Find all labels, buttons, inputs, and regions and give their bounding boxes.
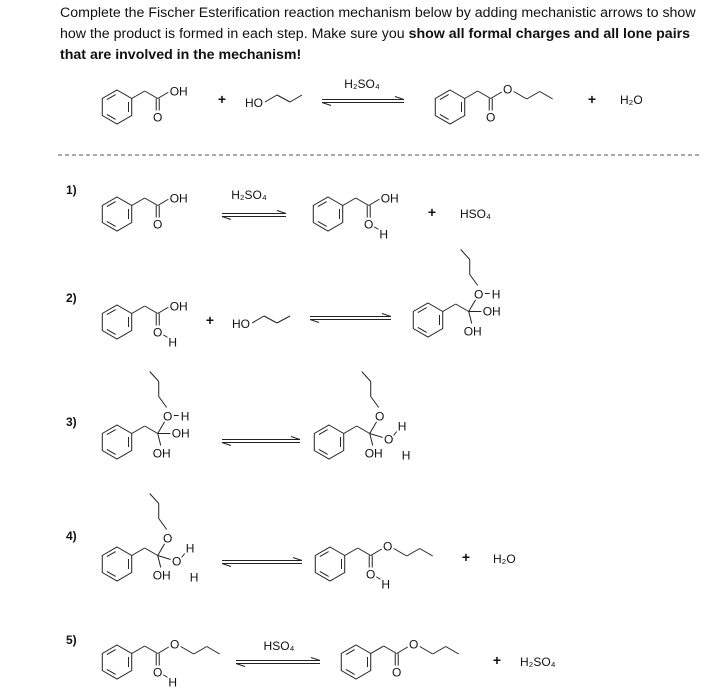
bond [159,519,167,530]
bond [277,95,290,102]
carbonyl-oxygen: O [153,110,163,125]
bond [370,434,383,438]
bond [369,199,380,206]
carbonyl-oxygen: O [364,217,374,232]
bond [356,198,369,206]
bond [469,312,472,324]
bond [132,548,145,556]
hydroxyl-group: OH [380,191,399,206]
benzene-ring [102,197,131,231]
bond [158,556,161,568]
bond [194,647,207,655]
oxonium-hydrogen: H [379,227,389,242]
bond [397,647,408,654]
bond [158,307,169,314]
bond [158,556,171,560]
bond [145,91,158,99]
plus-sign: + [427,204,437,220]
bond [158,434,161,446]
ester-oxygen: O [383,539,393,554]
bond [132,198,145,206]
bond [362,372,371,382]
hydroxyl-group: OH [152,568,171,583]
bond [465,91,478,99]
carbonyl-oxygen: O [153,665,163,680]
step-number: 1) [66,183,77,197]
bond [158,92,169,99]
bond [491,92,502,99]
instructions-bold: show all formal charges and all lone pairs that are involved in the mechanism! [60,26,691,63]
equilibrium-arrow [236,658,320,667]
equilibrium-arrow [222,211,286,220]
bond [420,549,433,557]
bond [252,316,264,323]
ether-oxygen: O [163,531,173,546]
bond [540,92,553,100]
propanol-hydroxyl: HO [245,96,263,110]
oxonium-hydrogen: H [397,419,407,434]
bond [371,646,384,654]
oxonium-hydrogen: H [168,335,178,350]
bond [357,426,370,434]
bond [384,646,397,654]
oh-bond [163,675,168,678]
benzene-ring [102,645,131,679]
step-number: 3) [66,415,77,429]
bond [132,426,145,434]
bond [132,306,145,314]
bond [420,647,433,655]
oxonium-hydrogen: H [168,675,178,690]
reagent-label: H₂SO₄ [231,188,267,202]
bond [290,95,302,102]
bond [150,372,159,382]
ester-oxygen: O [503,82,513,97]
bond [145,306,158,314]
benzene-ring [313,197,342,231]
byproduct-label: H₂O [493,552,516,566]
reagent-label: HSO₄ [263,639,295,653]
hydroxyl-group: OH [482,304,501,319]
bond [371,397,379,408]
bond [158,199,169,206]
equilibrium-arrow [310,314,391,323]
plus-sign: + [587,91,597,107]
benzene-ring [315,547,344,581]
bond [132,646,145,654]
benzene-ring [102,547,131,581]
benzene-ring [102,90,131,124]
hydroxyl-group: OH [152,446,171,461]
benzene-ring [314,425,343,459]
bond [158,647,169,654]
plus-sign: + [217,91,227,107]
oxonium-hydrogen: H [491,287,501,302]
bond [264,316,277,323]
bond [343,198,356,206]
hydroxyl-group: OH [171,426,190,441]
step-number: 2) [66,291,77,305]
step-number: 5) [66,633,77,647]
bond [456,304,469,312]
oxonium-hydrogen: H [185,541,195,556]
bond [207,647,220,655]
bond [145,198,158,206]
catalyst-label: H₂SO₄ [344,77,380,91]
bond [145,548,158,556]
bond [358,548,371,556]
benzene-ring [102,425,131,459]
water-label: H₂O [620,93,643,107]
oh-bond [376,577,381,580]
ether-oxygen: O [163,409,173,424]
oh-bond [163,335,168,338]
bond [265,95,277,102]
benzene-ring [102,305,131,339]
equilibrium-arrow [222,558,302,567]
bond [145,646,158,654]
bond [514,92,527,100]
ester-oxygen: O [409,637,419,652]
bond [150,494,159,504]
bond [478,91,491,99]
plus-sign: + [205,312,215,328]
instructions-plain: Complete the Fischer Esterification reaction mechanism below by adding mechanistic arrows to show how the product is formed in each step. Make sure you [60,5,696,42]
oh-bond [374,227,379,230]
bond [394,549,407,557]
byproduct-label: HSO₄ [460,207,491,221]
bond [371,549,382,556]
ester-oxygen: O [170,637,180,652]
carbonyl-oxygen: O [486,110,496,125]
bond [470,275,478,286]
ether-oxygen: O [375,409,385,424]
hydroxyl-group: OH [463,324,482,339]
bond [370,434,373,446]
bond [461,250,470,260]
carbonyl-oxygen: O [153,325,163,340]
bond [527,92,540,100]
oxonium-hydrogen: H [180,409,190,424]
bond [345,548,358,556]
bond [181,647,194,655]
bond [344,426,357,434]
oxonium-oxygen: O [384,432,394,447]
benzene-ring [413,303,442,337]
plus-sign: + [461,549,471,565]
hydroxyl-group: OH [169,84,188,99]
carbonyl-oxygen: O [153,217,163,232]
ether-oxygen: O [474,287,484,302]
hydroxyl-group: OH [169,191,188,206]
equilibrium-arrow [322,97,404,106]
bond [145,426,158,434]
hydroxyl-group: OH [169,299,188,314]
oxonium-hydrogen: H [381,577,391,592]
bond [407,549,420,557]
oxonium-hydrogen: H [401,448,411,463]
carbonyl-oxygen: O [392,665,402,680]
step-number: 4) [66,529,77,543]
bond [159,397,167,408]
byproduct-label: H₂SO₄ [520,655,556,669]
bond [443,304,456,312]
oxonium-hydrogen: H [189,570,199,585]
bond [433,647,446,655]
bond [446,647,459,655]
equilibrium-arrow [222,437,300,446]
hydroxyl-group: OH [364,446,383,461]
benzene-ring [435,90,464,124]
plus-sign: + [492,652,502,668]
benzene-ring [341,645,370,679]
bond [277,316,290,323]
oxonium-oxygen: O [172,554,182,569]
bond [132,91,145,99]
propanol-hydroxyl: HO [232,317,250,331]
carbonyl-oxygen: O [366,567,376,582]
